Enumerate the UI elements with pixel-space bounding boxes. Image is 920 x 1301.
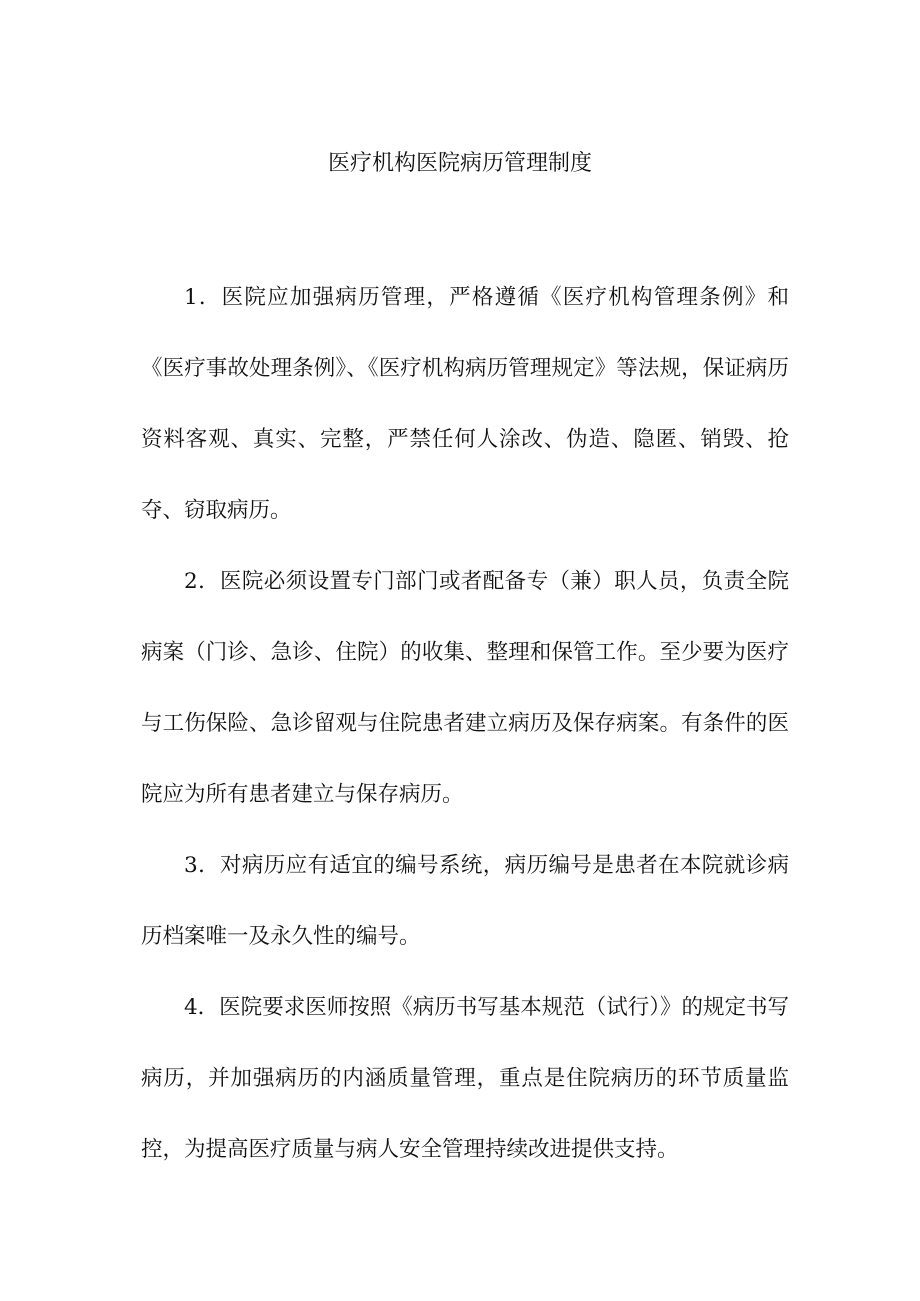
paragraph-1: 1．医院应加强病历管理，严格遵循《医疗机构管理条例》和《医疗事故处理条例》、《医疗机构病历管理规定》等法规，保证病历资料客观、真实、完整，严禁任何人涂改、伪造、隐匿、销毁、抢夺、窃取病历。 xyxy=(141,285,789,523)
paragraph-4: 4．医院要求医师按照《病历书写基本规范（试行）》的规定书写病历，并加强病历的内涵质量管理，重点是住院病历的环节质量监控，为提高医疗质量与病人安全管理持续改进提供支持。 xyxy=(141,995,789,1162)
paragraph-3: 3．对病历应有适宜的编号系统，病历编号是患者在本院就诊病历档案唯一及永久性的编号。 xyxy=(141,853,789,949)
paragraph-2: 2．医院必须设置专门部门或者配备专（兼）职人员，负责全院病案（门诊、急诊、住院）的收集、整理和保管工作。至少要为医疗与工伤保险、急诊留观与住院患者建立病历及保存病案。有条件的医院应为所有患者建立与保存病历。 xyxy=(141,569,789,807)
document-body xyxy=(141,262,789,1185)
document-title: 医疗机构医院病历管理制度 xyxy=(327,151,592,176)
